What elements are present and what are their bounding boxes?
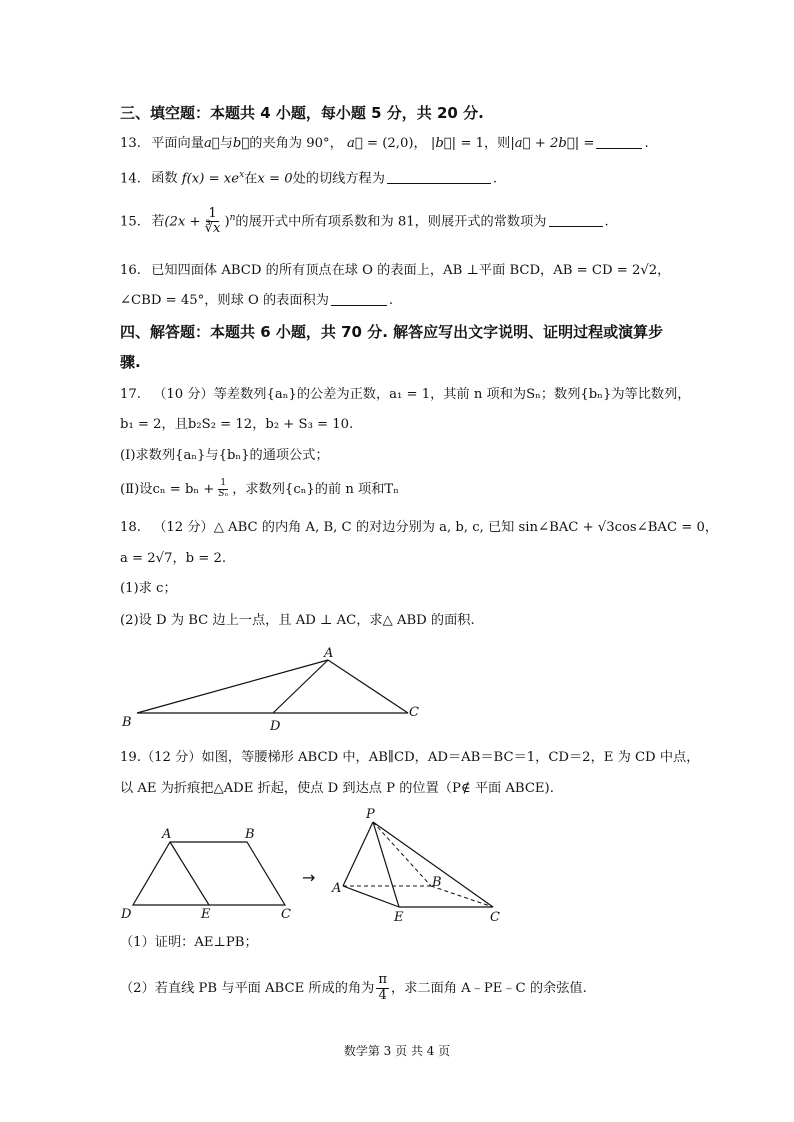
q17-number: 17. [120, 387, 141, 402]
trapezoid-abcd-figure [115, 822, 305, 922]
section-4-heading-line-2: 骤. [120, 353, 141, 371]
vector-a: a⃗ [203, 136, 220, 151]
triangle-abc-figure [110, 640, 430, 732]
question-19-line-1: 19.（12 分）如图，等腰梯形 ABCD 中，AB∥CD，AD＝AB＝BC＝1，CD＝2，E 为 CD 中点， [120, 750, 700, 765]
trapezoid-outline [133, 842, 285, 905]
question-18-line-2: a = 2√7，b = 2. [120, 551, 227, 566]
question-18-line-1: 18. （12 分）△ ABC 的内角 A, B, C 的对边分别为 a, b, c, 已知 sin∠BAC + √3cos∠BAC = 0， [120, 520, 719, 535]
question-17-part-1: (Ⅰ)求数列{aₙ}与{bₙ}的通项公式； [120, 448, 329, 463]
label-d: D [270, 719, 281, 732]
q16-number: 16. [120, 263, 141, 278]
label-e: E [201, 907, 211, 922]
question-17-line-1: 17. （10 分）等差数列{aₙ}的公差为正数，a₁ = 1，其前 n 项和为Sₙ；数列{bₙ}为等比数列， [120, 387, 691, 402]
label-c: C [281, 907, 291, 922]
segment-ac [328, 660, 408, 713]
question-15: 15. 若(2x + $\frac{1}{∛x}$ )$^n$的展开式中所有项系数和为 81，则展开式的常数项为 . [120, 205, 609, 237]
label-b: B [122, 715, 132, 730]
edge-pb-hidden [373, 822, 431, 886]
segment-ba [137, 660, 328, 713]
answer-blank-16[interactable] [331, 293, 387, 306]
q18-number: 18. [120, 520, 141, 535]
question-14: 14. 函数 $f(x) = xe^x$在x = 0处的切线方程为 . [120, 170, 498, 187]
answer-blank-15[interactable] [549, 214, 603, 227]
question-18-part-1: (1)求 c； [120, 581, 177, 596]
vector-b: b⃗ [232, 136, 250, 151]
label-a: A [332, 881, 342, 896]
question-16-line-2: ∠CBD = 45°，则球 O 的表面积为 . [120, 293, 394, 308]
question-13: 13. 平面向量a⃗与b⃗的夹角为 90°， a⃗ = (2,0)， |b⃗| = 1，则|a⃗ + 2b⃗| = . [120, 136, 649, 151]
label-a: A [162, 827, 172, 842]
question-17-part-2: (Ⅱ)设cₙ = bₙ + $\frac{1}{\text{Sₙ}}$ ，求数列{cₙ}的前 n 项和Tₙ [120, 478, 399, 499]
label-b: B [432, 875, 442, 890]
edge-pe [373, 822, 399, 907]
question-19-part-1: （1）证明：AE⊥PB； [120, 935, 258, 950]
q15-number: 15. [120, 214, 141, 230]
edge-pa [343, 822, 373, 886]
question-17-line-2: b₁ = 2，且b₂S₂ = 12，b₂ + S₃ = 10. [120, 417, 354, 432]
label-c: C [409, 705, 419, 720]
label-p: P [366, 807, 375, 822]
fold-arrow-icon: → [302, 868, 316, 887]
section-4-heading-line-1: 四、解答题：本题共 6 小题，共 70 分. 解答应写出文字说明、证明过程或演算步 [120, 323, 664, 341]
edge-ae [343, 886, 399, 907]
label-d: D [121, 907, 132, 922]
label-a: A [324, 646, 334, 661]
answer-blank-14[interactable] [387, 171, 491, 184]
q14-number: 14. [120, 171, 141, 187]
segment-ae [170, 842, 209, 905]
q13-number: 13. [120, 136, 141, 151]
edge-pc [373, 822, 493, 907]
question-18-part-2: (2)设 D 为 BC 边上一点，且 AD ⊥ AC，求△ ABD 的面积. [120, 613, 475, 628]
question-16-line-1: 16. 已知四面体 ABCD 的所有顶点在球 O 的表面上，AB ⊥平面 BCD，AB = CD = 2√2， [120, 263, 671, 278]
answer-blank-13[interactable] [596, 136, 642, 149]
question-19-line-2: 以 AE 为折痕把△ADE 折起，使点 D 到达点 P 的位置（P∉ 平面 ABCE). [120, 781, 554, 796]
label-b: B [245, 827, 255, 842]
page-footer: 数学第 3 页 共 4 页 [343, 1044, 451, 1058]
question-19-part-2: （2）若直线 PB 与平面 ABCE 所成的角为 $\frac{\pi}{4}$ ，求二面角 A﹣PE﹣C 的余弦值. [120, 972, 587, 1003]
label-c: C [490, 910, 500, 925]
label-e: E [394, 910, 404, 925]
folded-pyramid-figure [330, 800, 510, 928]
section-3-heading: 三、填空题：本题共 4 小题，每小题 5 分，共 20 分. [120, 104, 484, 122]
